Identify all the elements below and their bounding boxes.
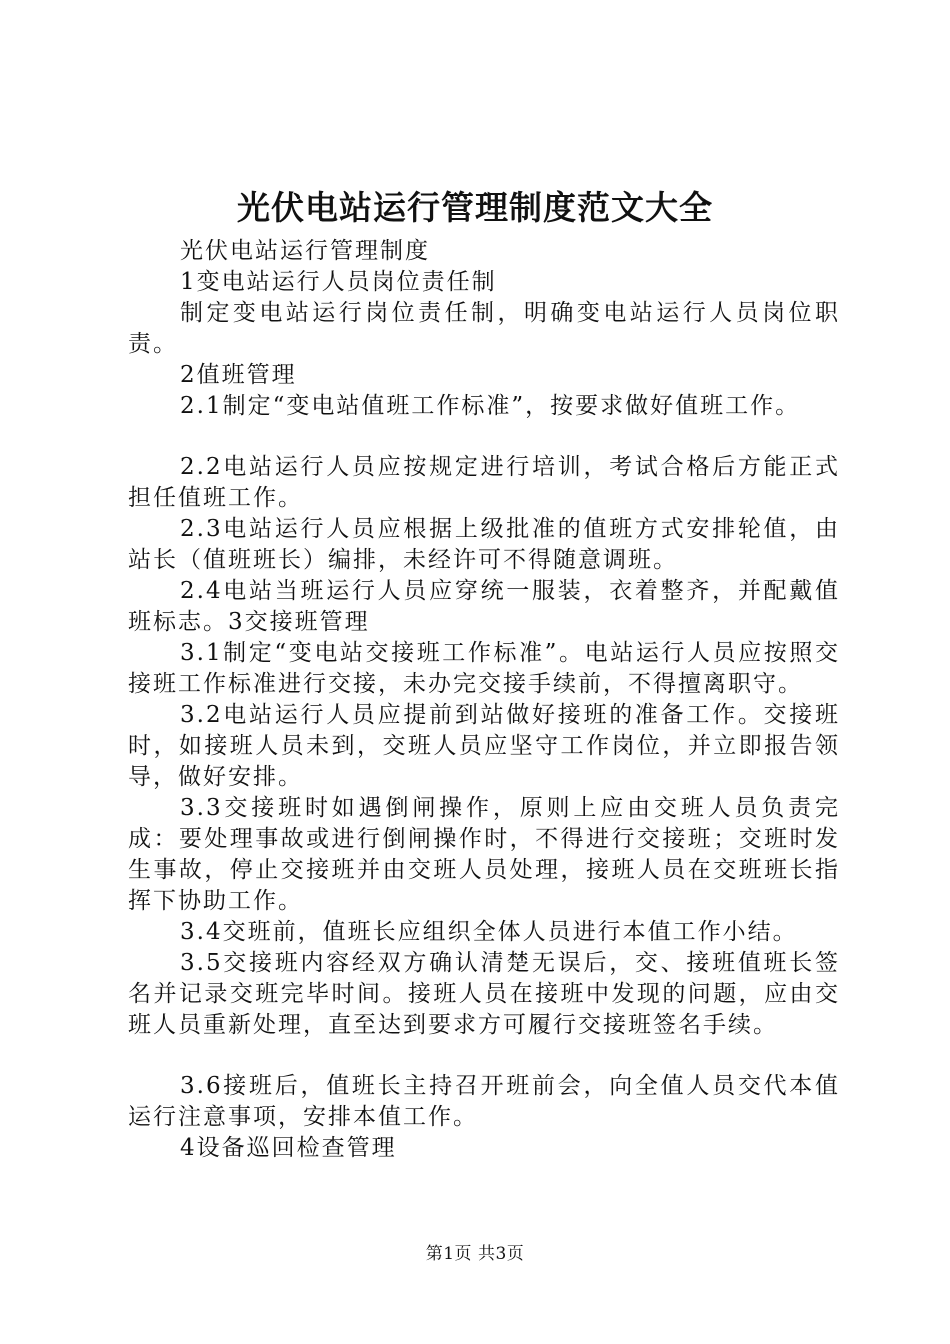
blank-line bbox=[128, 1041, 840, 1071]
paragraph-3-3: 3.3交接班时如遇倒闸操作，原则上应由交班人员负责完成：要处理事故或进行倒闸操作时，不得进行交接班；交班时发生事故，停止交接班并由交班人员处理，接班人员在交班班长指挥下协助工作。 bbox=[128, 795, 840, 914]
paragraph-2-4: 2.4电站当班运行人员应穿统一服装，衣着整齐，并配戴值班标志。3交接班管理 bbox=[128, 578, 840, 635]
paragraph-3-5: 3.5交接班内容经双方确认清楚无误后，交、接班值班长签名并记录交班完毕时间。接班人员在接班中发现的问题，应由交班人员重新处理，直至达到要求方可履行交接班签名手续。 bbox=[128, 950, 840, 1038]
paragraph-3-2: 3.2电站运行人员应提前到站做好接班的准备工作。交接班时，如接班人员未到，交班人员应坚守工作岗位，并立即报告领导，做好安排。 bbox=[128, 702, 840, 790]
document-title: 光伏电站运行管理制度范文大全 bbox=[237, 188, 713, 227]
paragraph-3-6: 3.6接班后，值班长主持召开班前会，向全值人员交代本值运行注意事项，安排本值工作。 bbox=[128, 1073, 840, 1130]
paragraph-heading: 光伏电站运行管理制度 bbox=[180, 238, 430, 264]
paragraph-2-2: 2.2电站运行人员应按规定进行培训，考试合格后方能正式担任值班工作。 bbox=[128, 454, 840, 511]
paragraph-3-1: 3.1制定“变电站交接班工作标准”。电站运行人员应按照交接班工作标准进行交接，未办完交接手续前，不得擅离职守。 bbox=[128, 640, 840, 697]
paragraph-3-4: 3.4交班前，值班长应组织全体人员进行本值工作小结。 bbox=[180, 919, 798, 945]
paragraph-section-1: 1变电站运行人员岗位责任制 bbox=[180, 269, 497, 295]
paragraph-1-body: 制定变电站运行岗位责任制，明确变电站运行人员岗位职责。 bbox=[128, 300, 840, 357]
paragraph-2-3: 2.3电站运行人员应根据上级批准的值班方式安排轮值，由站长（值班班长）编排，未经许可不得随意调班。 bbox=[128, 516, 840, 573]
page-footer: 第1页 共3页 bbox=[425, 1244, 525, 1264]
paragraph-section-2: 2值班管理 bbox=[180, 362, 297, 388]
paragraph-section-4: 4设备巡回检查管理 bbox=[180, 1135, 397, 1161]
document-body bbox=[128, 236, 840, 1164]
blank-line bbox=[128, 422, 840, 452]
paragraph-2-1: 2.1制定“变电站值班工作标准”，按要求做好值班工作。 bbox=[180, 393, 801, 419]
